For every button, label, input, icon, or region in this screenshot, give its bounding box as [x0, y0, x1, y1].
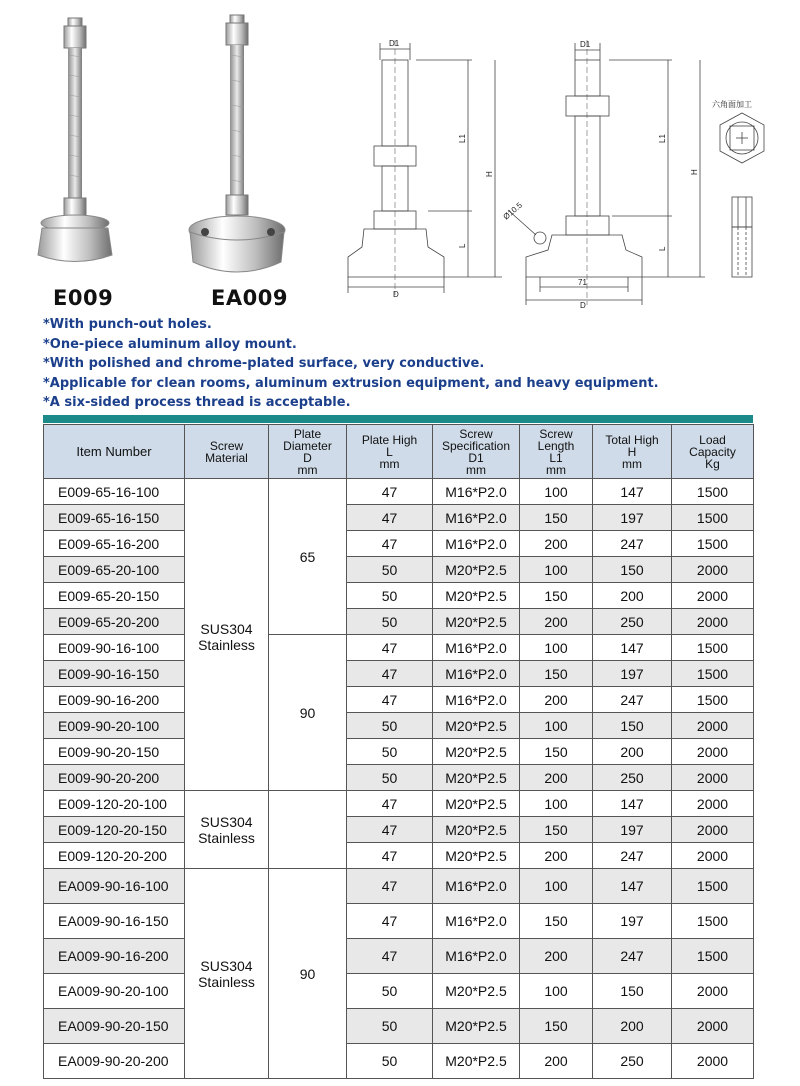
feature-item: *Applicable for clean rooms, aluminum extrusion equipment, and heavy equipment.	[43, 375, 659, 391]
table-cell: M20*P2.5	[433, 974, 520, 1009]
label-l: L	[458, 243, 467, 248]
table-cell: E009-90-20-150	[44, 739, 185, 765]
table-cell: 200	[520, 939, 593, 974]
table-cell: 150	[520, 1009, 593, 1044]
table-cell: M16*P2.0	[433, 904, 520, 939]
table-cell: 200	[520, 1044, 593, 1079]
feature-item: *With punch-out holes.	[43, 317, 212, 332]
header-text: Item Number	[76, 443, 152, 459]
table-cell: 47	[347, 635, 433, 661]
table-row	[44, 661, 754, 687]
table-cell: 100	[520, 869, 593, 904]
table-cell: 247	[593, 939, 672, 974]
table-cell: E009-90-16-150	[44, 661, 185, 687]
table-cell: 47	[347, 843, 433, 869]
table-body	[44, 479, 754, 1079]
table-cell: 200	[593, 583, 672, 609]
table-cell: E009-65-20-150	[44, 583, 185, 609]
label-hole: Ø10.5	[501, 200, 524, 222]
header-cell	[672, 425, 754, 479]
table-cell: 2000	[672, 1044, 754, 1079]
table-cell: 2000	[672, 609, 754, 635]
table-row	[44, 765, 754, 791]
table-row	[44, 583, 754, 609]
table-cell: 1500	[672, 904, 754, 939]
table-cell: E009-65-16-200	[44, 531, 185, 557]
table-cell: EA009-90-20-150	[44, 1009, 185, 1044]
table-row	[44, 739, 754, 765]
header-text: H	[627, 444, 637, 459]
table-cell: 1500	[672, 939, 754, 974]
table-cell: 50	[347, 974, 433, 1009]
label-l1: L1	[458, 134, 467, 143]
table-cell: 1500	[672, 479, 754, 505]
table-row	[44, 505, 754, 531]
table-row	[44, 974, 754, 1009]
table-cell: 100	[520, 713, 593, 739]
table-cell: 150	[593, 974, 672, 1009]
feature-item: *A six-sided process thread is acceptable.	[43, 395, 351, 411]
table-cell: 200	[520, 531, 593, 557]
table-cell: M20*P2.5	[433, 817, 520, 843]
label-h-ea: H	[690, 169, 699, 175]
table-cell: M16*P2.0	[433, 687, 520, 713]
table-cell: E009-90-20-100	[44, 713, 185, 739]
header-text: Kg	[705, 456, 720, 471]
table-cell: 50	[347, 1044, 433, 1079]
table-cell: 50	[347, 713, 433, 739]
table-row	[44, 609, 754, 635]
table-row	[44, 687, 754, 713]
table-cell: 200	[520, 687, 593, 713]
table-cell: E009-90-16-100	[44, 635, 185, 661]
table-cell: 100	[520, 557, 593, 583]
table-cell: 47	[347, 661, 433, 687]
material-text: Stainless	[198, 636, 255, 653]
hex-detail-drawing	[712, 95, 772, 290]
table-row	[44, 939, 754, 974]
table-cell: 150	[520, 505, 593, 531]
screw-material-cell	[185, 479, 269, 791]
table-cell: E009-120-20-100	[44, 791, 185, 817]
table-cell: M20*P2.5	[433, 1044, 520, 1079]
table-cell: 100	[520, 635, 593, 661]
table-cell: M16*P2.0	[433, 635, 520, 661]
table-cell: 150	[520, 739, 593, 765]
table-cell: 1500	[672, 505, 754, 531]
table-cell: 50	[347, 557, 433, 583]
feature-item: *One-piece aluminum alloy mount.	[43, 336, 297, 352]
table-cell: 200	[593, 739, 672, 765]
label-d1-ea: D1	[580, 40, 591, 49]
header-cell	[185, 425, 269, 479]
table-cell: M16*P2.0	[433, 479, 520, 505]
table-cell: 47	[347, 817, 433, 843]
table-cell: M20*P2.5	[433, 739, 520, 765]
table-cell: 2000	[672, 713, 754, 739]
table-cell: 1500	[672, 635, 754, 661]
table-cell: 2000	[672, 843, 754, 869]
table-row	[44, 531, 754, 557]
table-cell: 100	[520, 974, 593, 1009]
table-cell: 147	[593, 635, 672, 661]
material-text: SUS304	[200, 957, 253, 974]
table-cell: 1500	[672, 661, 754, 687]
table-cell: 150	[593, 557, 672, 583]
ea009-drawing	[500, 35, 710, 310]
header-text: D	[303, 450, 312, 465]
table-cell: 197	[593, 904, 672, 939]
table-cell: 250	[593, 765, 672, 791]
header-cell	[433, 425, 520, 479]
table-cell: 247	[593, 843, 672, 869]
table-cell: 50	[347, 1009, 433, 1044]
table-cell: E009-90-16-200	[44, 687, 185, 713]
table-cell: 1500	[672, 687, 754, 713]
header-text: Capacity	[689, 444, 736, 459]
material-text: SUS304	[200, 620, 253, 637]
table-cell: 1500	[672, 531, 754, 557]
header-text: Screw	[459, 426, 493, 441]
table-cell: E009-65-20-100	[44, 557, 185, 583]
header-text: L	[386, 444, 393, 459]
table-cell: 200	[520, 609, 593, 635]
header-text: Screw	[209, 438, 244, 453]
header-text: Total High	[605, 432, 659, 447]
label-l-ea: L	[658, 246, 667, 251]
screw-material-cell	[185, 869, 269, 1079]
label-d-ea: D	[580, 301, 586, 310]
table-cell: 50	[347, 765, 433, 791]
label-hex-note: 六角面加工	[712, 100, 752, 109]
table-cell: M16*P2.0	[433, 531, 520, 557]
table-cell: 47	[347, 479, 433, 505]
e009-drawing	[340, 35, 510, 305]
table-cell: 200	[520, 843, 593, 869]
table-cell: 47	[347, 687, 433, 713]
table-cell: 1500	[672, 869, 754, 904]
ea009-photo	[185, 0, 295, 285]
table-cell: 150	[520, 583, 593, 609]
table-cell: M16*P2.0	[433, 939, 520, 974]
plate-diameter-cell: 90	[269, 869, 347, 1079]
table-cell: 247	[593, 687, 672, 713]
material-text: Stainless	[198, 973, 255, 990]
table-cell: EA009-90-20-100	[44, 974, 185, 1009]
material-text: Stainless	[198, 829, 255, 846]
table-cell: E009-65-20-200	[44, 609, 185, 635]
table-cell: EA009-90-20-200	[44, 1044, 185, 1079]
e009-photo	[30, 0, 140, 285]
table-cell: M20*P2.5	[433, 583, 520, 609]
table-cell: 47	[347, 939, 433, 974]
feature-item: *With polished and chrome-plated surface, very conductive.	[43, 356, 485, 372]
table-cell: 150	[520, 904, 593, 939]
table-cell: 147	[593, 869, 672, 904]
header-cell	[593, 425, 672, 479]
table-cell: 147	[593, 791, 672, 817]
table-cell: 247	[593, 531, 672, 557]
header-cell	[44, 425, 185, 479]
label-h: H	[485, 171, 494, 177]
table-cell: 250	[593, 609, 672, 635]
header-text: Plate	[293, 426, 322, 441]
table-cell: M20*P2.5	[433, 557, 520, 583]
table-header-row	[44, 425, 754, 479]
table-cell: M16*P2.0	[433, 505, 520, 531]
table-cell: M20*P2.5	[433, 1009, 520, 1044]
table-cell: M20*P2.5	[433, 765, 520, 791]
table-cell: 47	[347, 531, 433, 557]
screw-material-cell	[185, 791, 269, 869]
table-cell: M20*P2.5	[433, 791, 520, 817]
table-cell: 50	[347, 583, 433, 609]
header-text: mm	[297, 462, 318, 477]
table-cell: EA009-90-16-200	[44, 939, 185, 974]
label-d: D	[393, 290, 399, 299]
table-cell: 2000	[672, 791, 754, 817]
table-cell: 47	[347, 505, 433, 531]
table-cell: 47	[347, 791, 433, 817]
table-row	[44, 713, 754, 739]
header-text: Length	[537, 438, 575, 453]
header-text: D1	[468, 450, 484, 465]
table-cell: 197	[593, 505, 672, 531]
header-text: Plate High	[361, 432, 418, 447]
table-cell: 147	[593, 479, 672, 505]
table-cell: 2000	[672, 739, 754, 765]
plate-diameter-cell	[269, 791, 347, 869]
spec-table	[43, 424, 754, 1079]
table-cell: 100	[520, 791, 593, 817]
table-cell: 50	[347, 739, 433, 765]
table-row	[44, 817, 754, 843]
header-text: Material	[205, 450, 248, 465]
table-cell: M16*P2.0	[433, 869, 520, 904]
table-cell: 2000	[672, 765, 754, 791]
header-text: Load	[699, 432, 726, 447]
table-cell: E009-90-20-200	[44, 765, 185, 791]
label-d1: D1	[389, 39, 400, 48]
header-cell	[347, 425, 433, 479]
material-text: SUS304	[200, 813, 253, 830]
table-cell: M20*P2.5	[433, 713, 520, 739]
table-top-bar	[43, 415, 753, 423]
table-row	[44, 479, 754, 505]
header-text: L1	[549, 450, 563, 465]
table-cell: 2000	[672, 557, 754, 583]
table-cell: 150	[520, 661, 593, 687]
header-text: mm	[466, 462, 486, 477]
table-cell: 100	[520, 479, 593, 505]
plate-diameter-cell: 65	[269, 479, 347, 635]
table-cell: M20*P2.5	[433, 609, 520, 635]
table-cell: 2000	[672, 817, 754, 843]
header-text: mm	[379, 456, 400, 471]
table-row	[44, 1044, 754, 1079]
table-cell: 197	[593, 661, 672, 687]
table-cell: E009-65-16-150	[44, 505, 185, 531]
header-cell	[520, 425, 593, 479]
label-l1-ea: L1	[658, 134, 667, 143]
table-row	[44, 904, 754, 939]
table-cell: 47	[347, 869, 433, 904]
table-cell: EA009-90-16-100	[44, 869, 185, 904]
product-name-ea009: EA009	[211, 286, 288, 310]
table-cell: 200	[593, 1009, 672, 1044]
table-cell: 47	[347, 904, 433, 939]
header-text: mm	[546, 462, 566, 477]
table-cell: 2000	[672, 1009, 754, 1044]
table-cell: 200	[520, 765, 593, 791]
table-cell: 150	[593, 713, 672, 739]
table-cell: EA009-90-16-150	[44, 904, 185, 939]
table-row	[44, 557, 754, 583]
table-row	[44, 1009, 754, 1044]
table-row	[44, 843, 754, 869]
table-row	[44, 791, 754, 817]
label-71: 71	[578, 278, 587, 287]
table-cell: E009-120-20-200	[44, 843, 185, 869]
header-text: Diameter	[283, 438, 332, 453]
table-cell: 2000	[672, 583, 754, 609]
product-name-e009: E009	[53, 286, 114, 310]
header-text: Screw	[539, 426, 573, 441]
table-cell: 2000	[672, 974, 754, 1009]
table-cell: 250	[593, 1044, 672, 1079]
table-cell: M20*P2.5	[433, 843, 520, 869]
feature-list	[43, 315, 659, 413]
table-cell: 197	[593, 817, 672, 843]
table-cell: E009-120-20-150	[44, 817, 185, 843]
header-text: mm	[622, 456, 642, 471]
table-cell: M16*P2.0	[433, 661, 520, 687]
table-cell: 50	[347, 609, 433, 635]
table-cell: 150	[520, 817, 593, 843]
table-cell: E009-65-16-100	[44, 479, 185, 505]
header-cell	[269, 425, 347, 479]
table-row	[44, 869, 754, 904]
header-text: Specification	[441, 438, 511, 453]
plate-diameter-cell: 90	[269, 635, 347, 791]
table-row	[44, 635, 754, 661]
